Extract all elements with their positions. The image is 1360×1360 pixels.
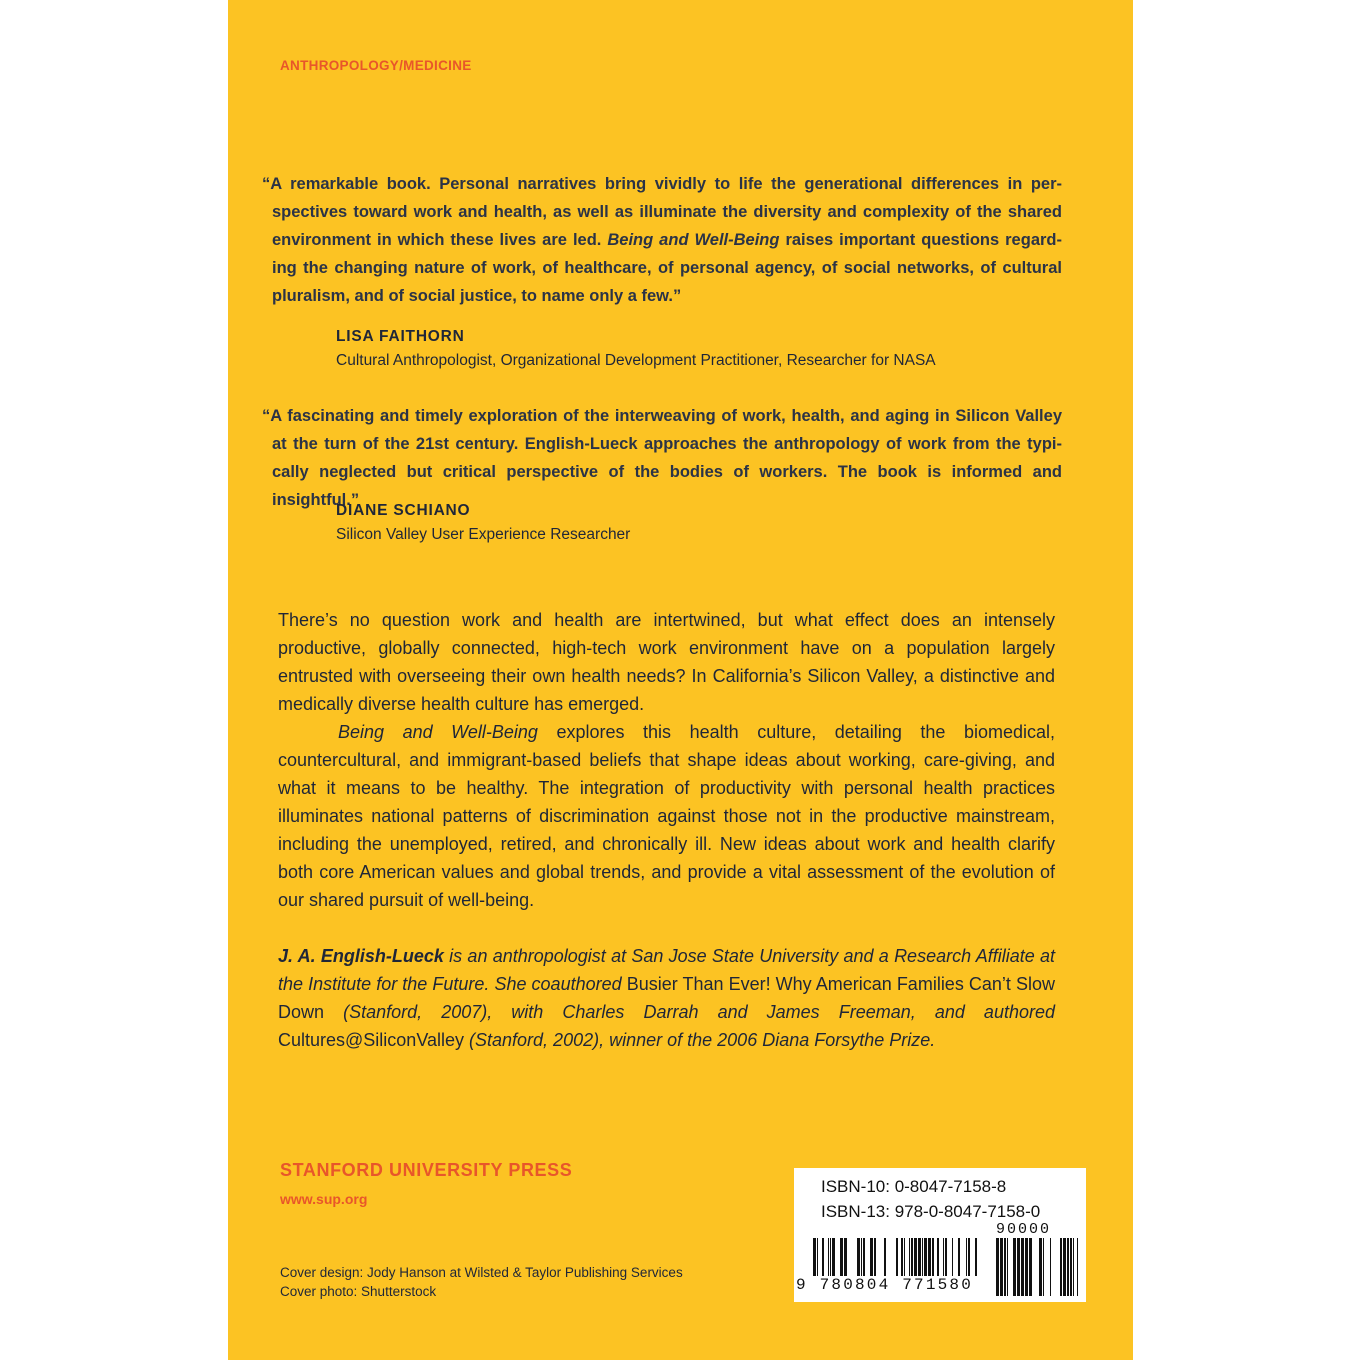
barcode-bar [966,1238,967,1276]
barcode-bar [1021,1238,1024,1296]
author-bio: J. A. English-Lueck is an anthropologist at San Jose State University and a Research Affiliate at the Institute for the Future. She coauthored Busier Than Ever! Why American Families Can’t Slow Down (Stanford, 2007), with Charles Darrah and James Freeman, and authored Cultures@SiliconValley (Stanford, 2002), winner of the 2006 Diana Forsythe Prize. [278,946,1055,1050]
barcode-bar [1039,1238,1042,1296]
book-description [278,606,1055,914]
quote-text: “A remarkable book. Personal narratives bring vividly to life the generational differences in per-spectives toward work and health, as well as illuminate the diversity and complexity of the shared environment in which these lives are led. [262,175,1062,249]
bio-book-title: Cultures@SiliconValley [278,1030,465,1050]
barcode-bar [896,1238,898,1276]
barcode-digits: 9 780804 771580 [796,1276,974,1294]
cover-credits [280,1263,683,1301]
barcode-bar [1070,1238,1072,1296]
description-book-title: Being and Well-Being [338,722,538,742]
publisher-name: STANFORD UNIVERSITY PRESS [280,1160,573,1180]
barcode-bar [911,1238,913,1276]
isbn-10: ISBN-10: 0-8047-7158-8 [821,1177,1007,1196]
barcode-bar [1067,1238,1069,1296]
barcode-bar [1063,1238,1066,1296]
barcode-bar [952,1238,953,1276]
isbn-barcode-box [794,1168,1086,1302]
barcode-bar [901,1238,903,1276]
barcode-bar [828,1238,829,1276]
book-back-cover [228,0,1133,1360]
barcode-bar [996,1238,999,1296]
barcode-bar [1017,1238,1020,1296]
author-name: J. A. English-Lueck [278,946,444,966]
publisher-url: www.sup.org [280,1191,368,1207]
barcode-bar [813,1238,816,1276]
barcode-bar [958,1238,960,1276]
barcode-bar [822,1238,824,1276]
barcode-bar [1050,1238,1051,1296]
endorsement-quote [262,402,1062,514]
description-paragraph: Being and Well-Being explores this health culture, detailing the biomedical, countercultural, and immigrant-based beliefs that shape ideas about working, care-giving, and what it means to be healthy. The integration of productivity with personal health practices illuminates national patterns of discrimination against those not in the productive mainstream, including the unemployed, retired, and chronically ill. New ideas about work and health clarify both core American values and global trends, and provide a vital assessment of the evolution of our shared pursuit of well-being. [278,722,1055,910]
quote-book-title: Being and Well-Being [607,231,780,249]
barcode-bar [1007,1238,1008,1296]
barcode-bar [1029,1238,1032,1296]
barcode-bar [918,1238,921,1276]
barcode-bar [975,1238,977,1276]
quote-text: raises important questions regard-ing the changing nature of work, of healthcare, of personal agency, of social networks, of cultural pluralism, and of social justice, to name only a few.” [272,231,1062,305]
barcode-bar [1013,1238,1016,1296]
bio-book-title: Busier Than Ever! Why American Families Can’t Slow Down [278,974,1055,1022]
endorsement-attribution [336,328,936,370]
barcode-bar [945,1238,947,1276]
barcode-bar [844,1238,847,1276]
barcode-bar [943,1238,944,1276]
barcode-bar [1043,1238,1044,1296]
barcode-bar [863,1238,865,1276]
barcode-addon-digits: 90000 [996,1221,1052,1238]
barcode-bar [909,1238,910,1276]
barcode-bar [817,1238,818,1276]
barcode-bar [857,1238,860,1276]
barcode-bar [904,1238,905,1276]
barcode-bar [832,1238,835,1276]
barcode-bar [968,1238,970,1276]
barcode-bar [928,1238,931,1276]
endorser-name: DIANE SCHIANO [336,502,471,519]
barcode-bar [1000,1238,1003,1296]
barcode-bar [924,1238,927,1276]
design-credit: Cover design: Jody Hanson at Wilsted & Taylor Publishing Services [280,1265,683,1280]
barcode-bar [922,1238,923,1276]
endorsement-attribution [336,502,630,544]
barcode-bar [932,1238,934,1276]
barcode-bar [830,1238,831,1276]
quote-text: “A fascinating and timely exploration of the interweaving of work, health, and aging in Silicon Valley at the turn of the 21st century. English-Lueck approaches the anthropology of work from the typi-cally neglected but critical perspective of the bodies of workers. The book is informed and insightful.” [262,407,1062,509]
barcode-bar [861,1238,862,1276]
barcode-bar [874,1238,876,1276]
barcode-bar [937,1238,939,1276]
isbn-13: ISBN-13: 978-0-8047-7158-0 [821,1202,1041,1221]
barcode-bar [1077,1238,1078,1296]
barcode-bar [870,1238,873,1276]
photo-credit: Cover photo: Shutterstock [280,1284,437,1299]
barcode-bar [840,1238,843,1276]
endorser-role: Cultural Anthropologist, Organizational Development Practitioner, Researcher for NASA [336,352,936,369]
barcode-bar [1073,1238,1074,1296]
endorsement-quote [262,170,1062,310]
barcode-bar [1004,1238,1006,1296]
barcode-bar [1060,1238,1062,1296]
barcode-bar [1025,1238,1028,1296]
description-paragraph: There’s no question work and health are intertwined, but what effect does an intensely productive, globally connected, high-tech work environment have on a population largely entrusted with overseeing their own health needs? In California’s Silicon Valley, a distinctive and medically diverse health culture has emerged. [278,610,1055,714]
barcode-bar [884,1238,886,1276]
barcode-bar [914,1238,917,1276]
category-label: ANTHROPOLOGY/MEDICINE [280,58,472,73]
endorser-name: LISA FAITHORN [336,328,465,345]
endorser-role: Silicon Valley User Experience Researcher [336,526,631,543]
